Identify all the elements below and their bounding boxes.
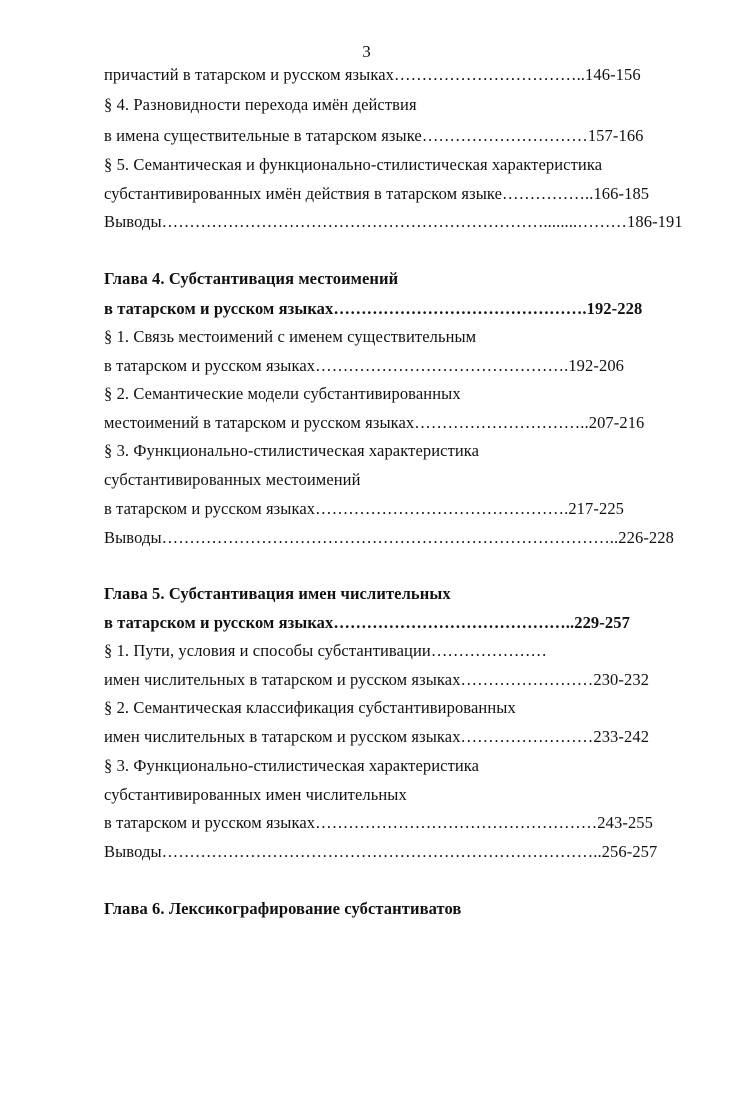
toc-line: § 1. Связь местоимений с именем существительным: [104, 327, 477, 346]
toc-line: причастий в татарском и русском языках……………………………..146-156: [104, 65, 641, 84]
toc-line: субстантивированных местоимений: [104, 470, 361, 489]
chapter-4-subheading: в татарском и русском языках……………………………………….192-228: [104, 299, 643, 318]
chapter-6-heading: Глава 6. Лексикографирование субстантиватов: [104, 899, 462, 918]
chapter-5-heading: Глава 5. Субстантивация имен числительных: [104, 584, 451, 603]
toc-line: § 3. Функционально-стилистическая характеристика: [104, 441, 480, 460]
toc-line: § 5. Семантическая и функционально-стилистическая характеристика: [104, 155, 603, 174]
toc-line: § 1. Пути, условия и способы субстантивации…………………: [104, 641, 548, 660]
page-number: 3: [362, 42, 371, 61]
toc-line: местоимений в татарском и русском языках…………………………..207-216: [104, 413, 645, 432]
toc-line: в татарском и русском языках……………………………………….217-225: [104, 499, 625, 518]
toc-line: Выводы……………………………………………………………………..256-257: [104, 842, 658, 861]
toc-line: в имена существительные в татарском языке…………………………157-166: [104, 126, 644, 145]
toc-line: § 2. Семантические модели субстантивированных: [104, 384, 461, 403]
chapter-5-subheading: в татарском и русском языках……………………………………..229-257: [104, 613, 630, 632]
chapter-4-heading: Глава 4. Субстантивация местоимений: [104, 269, 399, 288]
toc-line: субстантивированных имён действия в татарском языке……………..166-185: [104, 184, 650, 203]
toc-line: Выводы……………………………………………………………........………186-191: [104, 212, 683, 231]
toc-line: § 4. Разновидности перехода имён действия: [104, 95, 417, 114]
toc-line: имен числительных в татарском и русском языках……………………233-242: [104, 727, 650, 746]
toc-line: имен числительных в татарском и русском языках……………………230-232: [104, 670, 650, 689]
toc-line: Выводы………………………………………………………………………..226-228: [104, 528, 674, 547]
toc-line: субстантивированных имен числительных: [104, 785, 407, 804]
toc-line: § 3. Функционально-стилистическая характеристика: [104, 756, 480, 775]
toc-line: в татарском и русском языках……………………………………………243-255: [104, 813, 654, 832]
toc-line: в татарском и русском языках……………………………………….192-206: [104, 356, 625, 375]
toc-line: § 2. Семантическая классификация субстантивированных: [104, 698, 516, 717]
